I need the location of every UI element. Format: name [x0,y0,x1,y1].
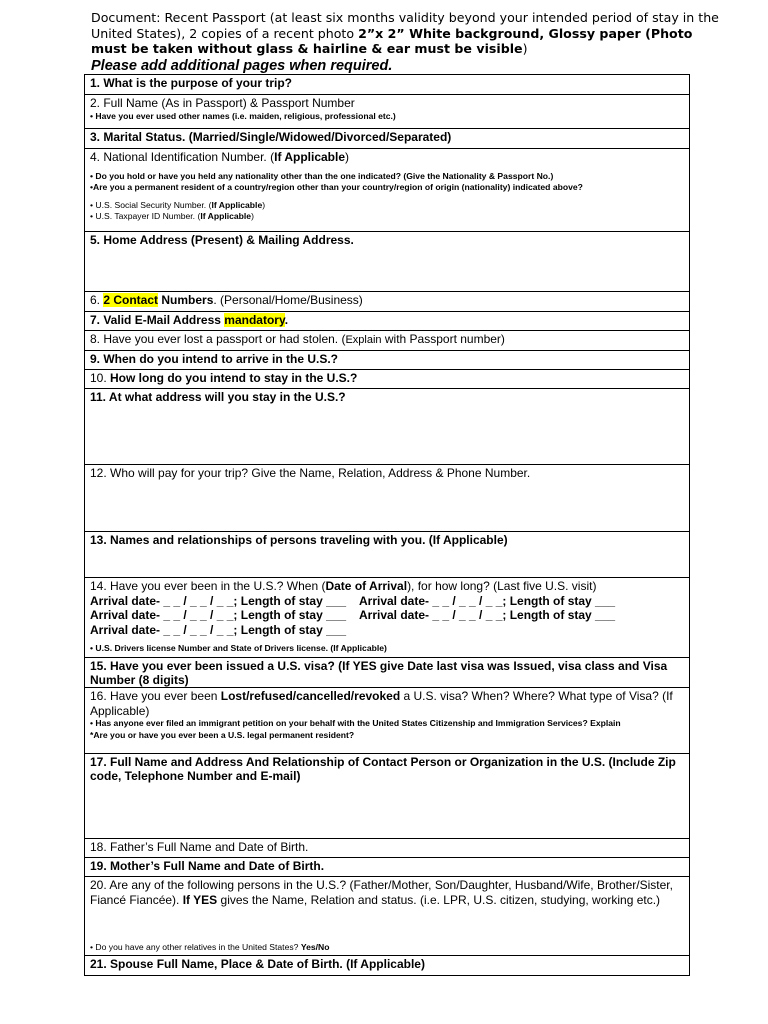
question-2-sub: • Have you ever used other names (i.e. maiden, religious, professional etc.) [90,110,396,121]
question-13[interactable] [85,532,690,578]
question-21[interactable] [85,956,690,976]
question-9-label: 9. When do you intend to arrive in the U.S.? [90,352,339,366]
question-21-label: 21. Spouse Full Name, Place & Date of Birth. (If Applicable) [90,957,425,971]
question-5-label: 5. Home Address (Present) & Mailing Address. [90,233,354,247]
question-4-sub-nationality: • Do you hold or have you held any nationality other than the one indicated? (Give the Nationality & Passport No.) [90,170,554,181]
question-7-label: 7. Valid E-Mail Address mandatory. [90,313,289,327]
question-5[interactable] [85,232,690,292]
question-15-label: 15. Have you ever been issued a U.S. visa? (If YES give Date last visa was Issued, visa class and Visa Number (8 digits) [90,659,668,687]
question-11[interactable] [85,389,690,465]
document-requirements [91,10,731,57]
question-3[interactable] [85,129,690,149]
question-16-label: 16. Have you ever been Lost/refused/cancelled/revoked a U.S. visa? When? Where? What type of Visa? (If Applicable) [90,689,673,718]
question-10[interactable] [85,370,690,389]
question-19-label: 19. Mother’s Full Name and Date of Birth. [90,859,325,873]
question-3-label: 3. Marital Status. (Married/Single/Widowed/Divorced/Separated) [90,130,452,144]
question-20-sub-relatives: • Do you have any other relatives in the United States? Yes/No [90,942,330,952]
question-9[interactable] [85,351,690,370]
question-16-sub-petition: • Has anyone ever filed an immigrant petition on your behalf with the United States Citizenship and Immigration Services? Explain [90,718,621,728]
question-4-label: 4. National Identification Number. (If Applicable) [90,150,350,164]
question-10-label: 10. How long do you intend to stay in the U.S.? [90,371,358,385]
question-1-label: 1. What is the purpose of your trip? [90,76,293,90]
additional-pages-note: Please add additional pages when required. [91,58,393,74]
arrival-date-row-3: Arrival date- _ _ / _ _ / _ _; Length of stay ___ [90,622,347,637]
question-11-label: 11. At what address will you stay in the U.S.? [90,390,346,404]
requirements-close: ) [522,41,528,56]
question-20[interactable] [85,877,690,956]
question-2[interactable] [85,95,690,129]
question-2-label: 2. Full Name (As in Passport) & Passport Number [90,96,355,110]
question-18[interactable] [85,839,690,858]
question-17[interactable] [85,754,690,839]
question-8-label: 8. Have you ever lost a passport or had stolen. (Explain with Passport number) [90,332,505,346]
question-4-sub-resident: •Are you a permanent resident of a country/region other than your country/region of origin (nationality) indicated above? [90,182,583,192]
question-4-sub-ssn: • U.S. Social Security Number. (If Applicable) [90,199,266,210]
question-1[interactable] [85,75,690,95]
question-14[interactable] [85,578,690,658]
visa-questionnaire-table [84,74,690,976]
question-6[interactable] [85,292,690,312]
question-16[interactable] [85,688,690,754]
question-7[interactable] [85,312,690,331]
question-18-label: 18. Father’s Full Name and Date of Birth. [90,840,309,854]
question-12[interactable] [85,465,690,532]
question-20-label: 20. Are any of the following persons in the U.S.? (Father/Mother, Son/Daughter, Husband/Wife, Brother/Sister, Fiancé Fiancée). If YES gives the Name, Relation and status. (i.e. LPR, U.S. citizen, studying, working etc.) [90,878,673,907]
question-15[interactable] [85,658,690,688]
question-12-label: 12. Who will pay for your trip? Give the Name, Relation, Address & Phone Number. [90,466,531,480]
photo-requirements: 2”x 2” White background, Glossy paper (Photo must be taken without glass & hairline & ear must be visible [91,25,693,56]
question-8[interactable] [85,331,690,351]
requirements-text: Document: Recent Passport (at least six months validity beyond your intended period of stay in the United States), 2 copies of a recent photo [91,10,719,41]
question-16-sub-resident: *Are you or have you ever been a U.S. legal permanent resident? [90,729,355,740]
question-17-label: 17. Full Name and Address And Relationship of Contact Person or Organization in the U.S. (Include Zip code, Telephone Number and E-mail) [90,755,676,783]
question-4[interactable] [85,149,690,232]
question-19[interactable] [85,858,690,877]
arrival-date-row-1: Arrival date- _ _ / _ _ / _ _; Length of stay ___ Arrival date- _ _ / _ _ / _ _; Length of stay ___ [90,593,616,608]
question-14-sub-license: • U.S. Drivers license Number and State of Drivers license. (If Applicable) [90,643,387,653]
question-6-label: 6. 2 Contact Numbers. (Personal/Home/Business) [90,293,363,307]
question-4-sub-taxpayer: • U.S. Taxpayer ID Number. (If Applicable) [90,211,254,221]
question-14-label: 14. Have you ever been in the U.S.? When (Date of Arrival), for how long? (Last five U.S. visit) [90,579,597,593]
question-13-label: 13. Names and relationships of persons traveling with you. (If Applicable) [90,533,508,547]
arrival-date-row-2: Arrival date- _ _ / _ _ / _ _; Length of stay ___ Arrival date- _ _ / _ _ / _ _; Length of stay ___ [90,608,616,622]
